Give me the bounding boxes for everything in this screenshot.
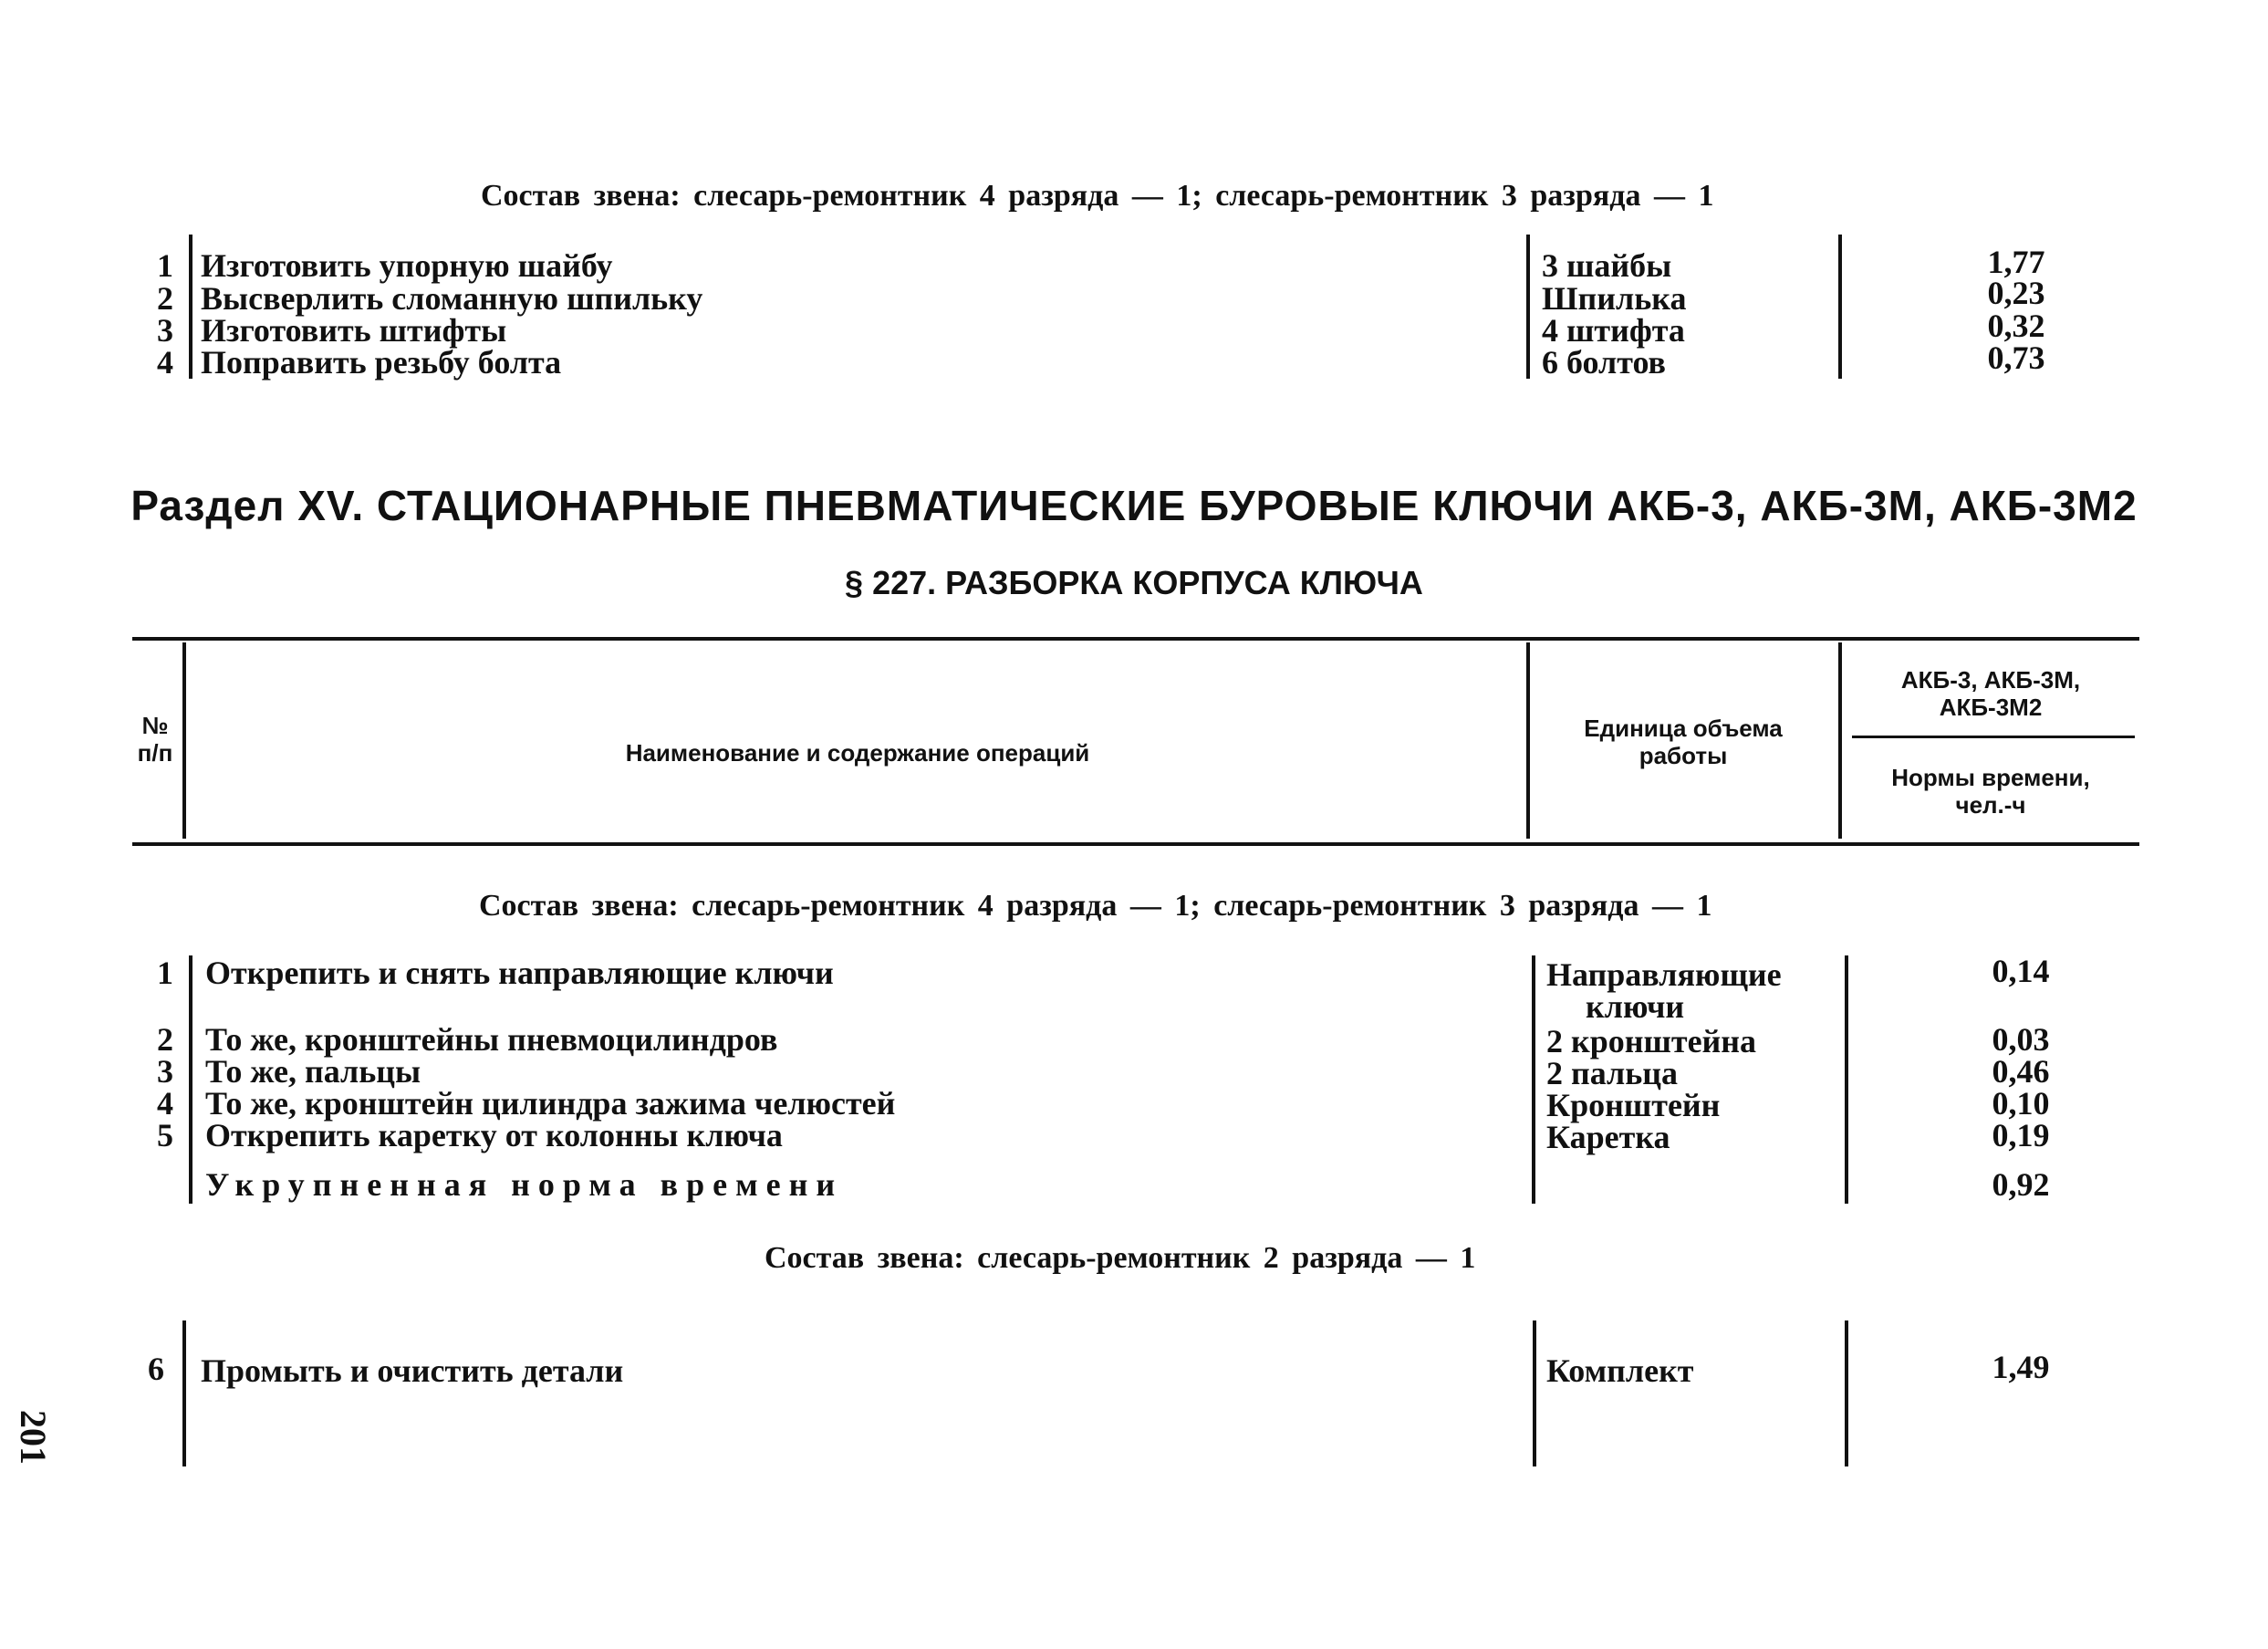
time-norm: 0,19 [1992,1117,2050,1153]
column-divider [1526,235,1530,379]
operation-name: Промыть и очистить детали [201,1352,624,1389]
header-operation-name: Наименование и содержание операций [625,739,1090,767]
column-divider [1532,955,1535,1204]
work-unit: 4 штифта [1542,312,1685,349]
work-unit-continued: ключи [1586,988,1685,1025]
time-norm: 0,46 [1992,1053,2050,1090]
work-unit: 6 болтов [1542,344,1667,381]
paragraph-title: § 227. РАЗБОРКА КОРПУСА КЛЮЧА [845,564,1423,601]
work-unit: Каретка [1546,1119,1670,1155]
work-unit: Комплект [1546,1352,1694,1389]
column-divider [189,235,192,379]
operation-name: То же, кронштейны пневмоцилиндров [205,1021,778,1058]
row-number: 2 [157,280,173,317]
operation-name: Высверлить сломанную шпильку [201,280,703,317]
total-label: Укрупненная норма времени [205,1166,844,1203]
header-bottom-rule [132,842,2139,846]
crew-composition-block2: Состав звена: слесарь-ремонтник 2 разряда — 1 [765,1241,1476,1275]
column-divider [1838,642,1842,839]
time-norm: 0,23 [1987,275,2045,311]
operation-name: Открепить каретку от колонны ключа [205,1117,783,1153]
column-divider [182,642,186,839]
operation-name: Поправить резьбу болта [201,344,562,381]
column-divider [1845,1320,1848,1466]
row-number: 6 [148,1351,164,1387]
time-norm: 0,32 [1987,308,2045,344]
work-unit: Направляющие [1546,956,1782,993]
column-divider [189,955,192,1204]
time-norm: 0,10 [1992,1085,2050,1122]
operation-name: Открепить и снять направляющие ключи [205,955,834,991]
time-norm: 0,73 [1987,339,2045,376]
column-divider [1526,642,1530,839]
work-unit: Кронштейн [1546,1087,1721,1123]
row-number: 1 [157,955,173,991]
operation-name: Изготовить упорную шайбу [201,247,613,284]
work-unit: 2 пальца [1546,1055,1679,1091]
row-number: 1 [157,247,173,284]
header-work-unit: Единица объема работы [1584,715,1783,769]
row-number: 4 [157,344,173,381]
operation-name: Изготовить штифты [201,312,507,349]
total-time-norm: 0,92 [1992,1166,2050,1203]
header-top-rule [132,637,2139,641]
subheader-rule [1852,736,2135,738]
operation-name: То же, пальцы [205,1053,421,1090]
header-model-group: АКБ-3, АКБ-3М, АКБ-3М2 [1900,666,2081,721]
row-number: 5 [157,1117,173,1153]
crew-composition-top: Состав звена: слесарь-ремонтник 4 разряда — 1; слесарь-ремонтник 3 разряда — 1 [481,179,1714,213]
column-divider [182,1320,186,1466]
header-number: № п/п [137,712,173,767]
row-number: 3 [157,312,173,349]
header-time-norm: Нормы времени, чел.-ч [1891,764,2090,819]
section-title: Раздел XV. СТАЦИОНАРНЫЕ ПНЕВМАТИЧЕСКИЕ БУРОВЫЕ КЛЮЧИ АКБ-3, АКБ-3М, АКБ-3М2 [130,482,2138,529]
row-number: 3 [157,1053,173,1090]
column-divider [1838,235,1842,379]
time-norm: 1,49 [1992,1349,2050,1385]
crew-composition-block1: Состав звена: слесарь-ремонтник 4 разряда — 1; слесарь-ремонтник 3 разряда — 1 [479,889,1712,923]
work-unit: Шпилька [1542,280,1687,317]
work-unit: 2 кронштейна [1546,1023,1757,1059]
time-norm: 0,03 [1992,1021,2050,1058]
work-unit: 3 шайбы [1542,247,1672,284]
time-norm: 1,77 [1987,244,2045,280]
operation-name: То же, кронштейн цилиндра зажима челюстей [205,1085,896,1122]
time-norm: 0,14 [1992,953,2050,989]
page-number: 201 [13,1410,54,1465]
column-divider [1845,955,1848,1204]
column-divider [1533,1320,1536,1466]
row-number: 4 [157,1085,173,1122]
row-number: 2 [157,1021,173,1058]
